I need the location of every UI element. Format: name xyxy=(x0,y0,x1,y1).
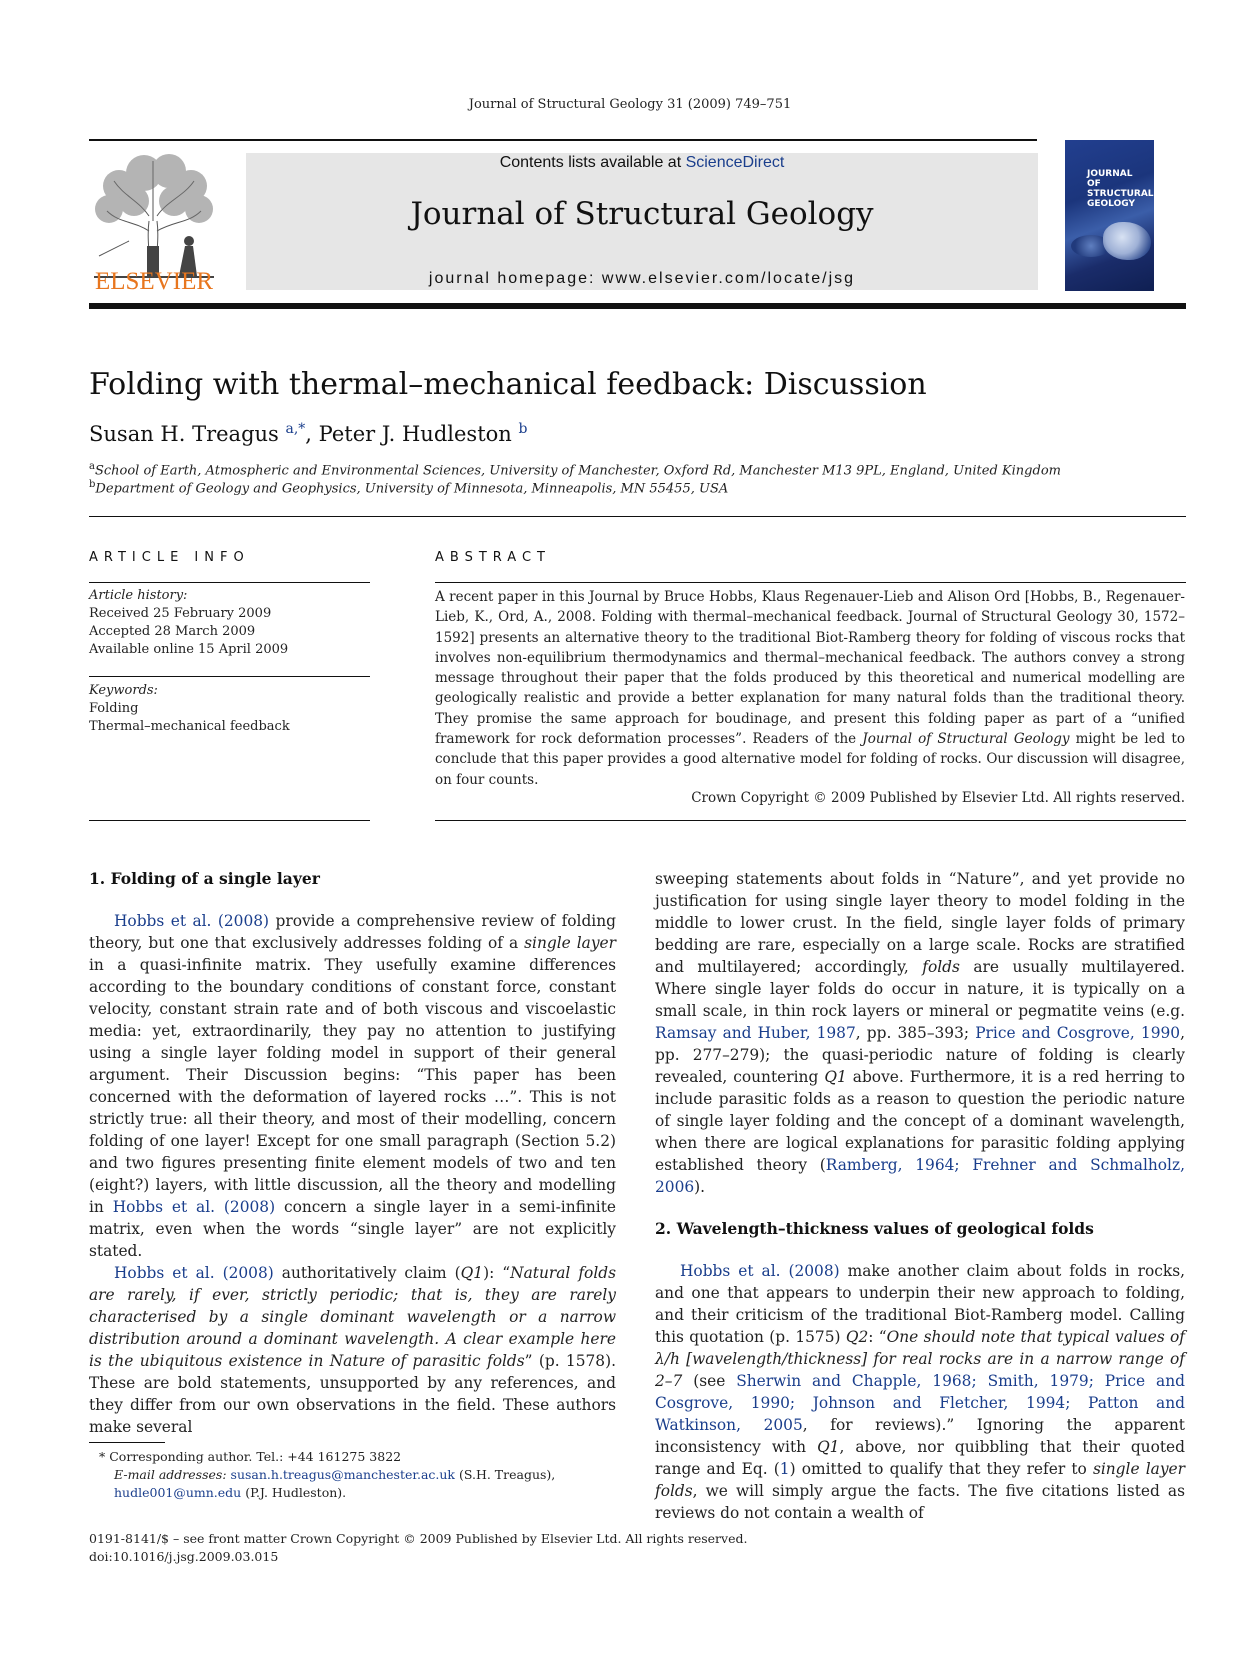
author-1-affil-marks[interactable]: a,* xyxy=(285,421,306,437)
p3-italic: folds xyxy=(922,958,960,976)
p4-text-e: , above, nor quibbling that their quoted range and Eq. ( xyxy=(655,1438,1185,1478)
cover-title: JOURNAL OF STRUCTURAL GEOLOGY xyxy=(1087,169,1154,209)
p1-text-b: in a quasi-infinite matrix. They usefully examine differences according to the boundary conditions of constant force, constant velocity, constant strain rate and of both viscous and viscoelastic media: yet, extraordinarily, they pay no attention to justifying using a single layer folding model in support of their general argument. Their Discussion begins: “This paper has been concerned with the deformation of layered rocks …”. This is not strictly true: all their theory, and most of their modelling, concern folding of one layer! Except for one small paragraph (Section 5.2) and two figures presenting finite element models of two and ten (eight?) layers, with little discussion, all the theory and modelling in xyxy=(89,956,616,1216)
author-separator: , xyxy=(305,422,319,446)
abstract-text-2: might be led to conclude that this paper provides a good alternative model for folding of rocks. Our discussion will disagree, on four counts. xyxy=(435,731,1185,788)
p2-q1: Q1 xyxy=(460,1264,484,1282)
article-title: Folding with thermal–mechanical feedback: Discussion xyxy=(89,367,927,402)
left-column xyxy=(89,868,616,1438)
info-rule-3 xyxy=(89,820,370,821)
p1-text-c: concern a single layer in a semi-infinite matrix, even when the words “single layer” are not explicitly stated. xyxy=(89,1198,616,1260)
header-thick-rule xyxy=(89,303,1186,309)
keyword-2: Thermal–mechanical feedback xyxy=(89,719,290,734)
citation-link[interactable]: Ramberg, 1964; Frehner and Schmalholz, 2006 xyxy=(655,1156,1185,1196)
author-2: Peter J. Hudleston xyxy=(318,422,512,446)
doi-line[interactable]: doi:10.1016/j.jsg.2009.03.015 xyxy=(89,1549,279,1564)
article-history xyxy=(89,587,288,659)
citation-link[interactable]: Hobbs et al. (2008) xyxy=(114,1264,274,1282)
p4-text-a: make another claim about folds in rocks, and one that appears to underpin their new approach to folding, and their criticism of the traditional Biot-Ramberg model. Calling this quotation (p. 1575) xyxy=(655,1262,1185,1346)
email-line xyxy=(89,1466,619,1502)
elsevier-wordmark: ELSEVIER xyxy=(94,268,214,295)
p4-text-d: , for reviews).” Ignoring the apparent inconsistency with xyxy=(655,1416,1185,1456)
email-link[interactable]: hudle001@umn.edu xyxy=(114,1485,242,1500)
journal-homepage[interactable]: journal homepage: www.elsevier.com/locate/jsg xyxy=(428,270,856,287)
journal-name: Journal of Structural Geology xyxy=(410,196,874,232)
abstract-heading: ABSTRACT xyxy=(435,550,551,565)
p4-italic: single layer folds xyxy=(655,1460,1185,1500)
abstract-rule-2 xyxy=(435,820,1186,821)
email-link[interactable]: susan.h.treagus@manchester.ac.uk xyxy=(230,1467,455,1482)
p3-text-b: are usually multilayered. Where single layer folds do occur in nature, it is typically on a small scale, in thin rock layers or mineral or pegmatite veins (e.g. xyxy=(655,958,1185,1020)
received-date: Received 25 February 2009 xyxy=(89,606,272,621)
author-2-affil-mark[interactable]: b xyxy=(518,421,528,437)
abstract-journal-italic: Journal of Structural Geology xyxy=(862,731,1070,748)
footnote-rule xyxy=(89,1442,165,1443)
p4-italic-quote: One should note that typical values of λ/h [wavelength/thickness] for real rocks are in a narrow range of 2–7 xyxy=(655,1328,1186,1390)
keywords-label: Keywords: xyxy=(89,683,158,698)
article-info-heading: ARTICLE INFO xyxy=(89,550,250,565)
p1-italic: single layer xyxy=(524,934,616,952)
p4-text-g: , we will simply argue the facts. The five citations listed as reviews do not contain a wealth of xyxy=(655,1482,1185,1522)
p3-text-d: , pp. 277–279); the quasi-periodic nature of folding is clearly revealed, countering xyxy=(655,1024,1185,1086)
info-rule-2 xyxy=(89,676,370,677)
keyword-1: Folding xyxy=(89,701,139,716)
journal-cover-image xyxy=(1065,140,1154,291)
p3-text-e: above. Furthermore, it is a red herring to include parasitic folds as a reason to question the periodic nature of single layer folding and the concept of a dominant wavelength, when there are logical explanations for parasitic folding applying established theory ( xyxy=(655,1068,1185,1174)
footnote-mark: * xyxy=(99,1449,106,1464)
author-1: Susan H. Treagus xyxy=(89,422,279,446)
equation-link[interactable]: 1 xyxy=(779,1460,790,1478)
right-column xyxy=(655,868,1185,1524)
corresponding-text: Corresponding author. Tel.: +44 161275 3822 xyxy=(105,1449,402,1464)
email2-who: (P.J. Hudleston). xyxy=(241,1485,347,1500)
sciencedirect-link[interactable]: ScienceDirect xyxy=(685,154,785,171)
p3-text-a: sweeping statements about folds in “Nature”, and yet provide no justification for using single layer theory to model folding in the middle to lower crust. In the field, single layer folds of primary bedding are rare, especially on a large scale. Rocks are stratified and multilayered; accordingly, xyxy=(655,870,1185,976)
contents-line xyxy=(246,154,1038,172)
abstract-body xyxy=(435,587,1185,790)
journal-citation: Journal of Structural Geology 31 (2009) 749–751 xyxy=(468,97,792,112)
p3-text-f: ). xyxy=(694,1178,706,1196)
citation-link[interactable]: Ramsay and Huber, 1987 xyxy=(655,1024,856,1042)
online-date: Available online 15 April 2009 xyxy=(89,642,289,657)
p4-text-b: : “ xyxy=(868,1328,887,1346)
issn-line: 0191-8141/$ – see front matter Crown Copyright © 2009 Published by Elsevier Ltd. All rights reserved. xyxy=(89,1531,748,1546)
p4-q2: Q2 xyxy=(845,1328,869,1346)
p4-text-c: (see xyxy=(682,1372,737,1390)
citation-link[interactable]: Hobbs et al. (2008) xyxy=(680,1262,840,1280)
p3-q1: Q1 xyxy=(824,1068,847,1086)
p4-q1: Q1 xyxy=(817,1438,840,1456)
email1-who: (S.H. Treagus), xyxy=(455,1467,556,1482)
affil-a-mark: a xyxy=(89,461,95,472)
affil-b-text: Department of Geology and Geophysics, University of Minnesota, Minneapolis, MN 55455, USA xyxy=(95,481,729,497)
email-label: E-mail addresses: xyxy=(114,1467,227,1482)
paragraph-3 xyxy=(655,868,1185,1198)
abstract-copyright: Crown Copyright © 2009 Published by Elsevier Ltd. All rights reserved. xyxy=(691,790,1185,806)
affil-rule xyxy=(89,516,1186,517)
citation-link[interactable]: Hobbs et al. (2008) xyxy=(114,912,270,930)
citation-link[interactable]: Hobbs et al. (2008) xyxy=(112,1198,276,1216)
corresponding-author xyxy=(89,1448,619,1466)
header-top-rule xyxy=(89,139,1037,141)
paragraph-2 xyxy=(89,1262,616,1438)
p3-text-c: , pp. 385–393; xyxy=(855,1024,976,1042)
p2-text-a: authoritatively claim ( xyxy=(273,1264,461,1282)
info-rule-1 xyxy=(89,582,370,583)
p1-text-a: provide a comprehensive review of folding theory, but one that exclusively addresses folding of a xyxy=(89,912,616,952)
affil-b-mark: b xyxy=(89,479,96,490)
p4-text-f: ) omitted to qualify that they refer to xyxy=(789,1460,1093,1478)
history-label: Article history: xyxy=(89,588,188,603)
footnote xyxy=(89,1448,619,1502)
paragraph-4 xyxy=(655,1260,1185,1524)
contents-prefix: Contents lists available at xyxy=(499,154,686,171)
section-1-heading: 1. Folding of a single layer xyxy=(89,869,320,888)
citation-link[interactable]: Price and Cosgrove, 1990 xyxy=(975,1024,1181,1042)
abstract-rule-1 xyxy=(435,582,1186,583)
affiliation-b xyxy=(89,479,728,496)
p2-italic-quote: Natural folds are rarely, if ever, strictly periodic; that is, they are rarely characterised by a single dominant wavelength or a narrow distribution around a dominant wavelength. A clear example here is the ubiquitous existence in Nature of parasitic folds xyxy=(89,1264,616,1370)
author-line xyxy=(89,421,527,446)
paragraph-1 xyxy=(89,910,616,1262)
section-2-heading: 2. Wavelength–thickness values of geological folds xyxy=(655,1219,1094,1238)
p2-text-c: ” (p. 1578). These are bold statements, unsupported by any references, and they differ from our own observations in the field. These authors make several xyxy=(89,1352,616,1436)
affiliation-a xyxy=(89,461,1061,478)
abstract-text-1: A recent paper in this Journal by Bruce Hobbs, Klaus Regenauer-Lieb and Alison Ord [Hobbs, B., Regenauer-Lieb, K., Ord, A., 2008. Folding with thermal–mechanical feedback. Journal of Structural Geology 30, 1572–1592] presents an alternative theory to the traditional Biot-Ramberg theory for folding of viscous rocks that involves non-equilibrium thermodynamics and thermal–mechanical feedback. The authors convey a strong message throughout their paper that the folds produced by this theoretical and numerical modelling are geologically realistic and provide a better explanation for many natural folds than the traditional theory. They promise the same approach for boudinage, and present this folding paper as part of a “unified framework for rock deformation processes”. Readers of the xyxy=(435,589,1185,748)
accepted-date: Accepted 28 March 2009 xyxy=(89,624,256,639)
citation-link[interactable]: Sherwin and Chapple, 1968; Smith, 1979; Price and Cosgrove, 1990; Johnson and Fletcher, 1994; Patton and Watkinson, 2005 xyxy=(655,1372,1185,1434)
keywords xyxy=(89,682,290,736)
affil-a-text: School of Earth, Atmospheric and Environmental Sciences, University of Manchester, Oxford Rd, Manchester M13 9PL, England, United Kingdom xyxy=(94,463,1061,479)
p2-text-b: ): “ xyxy=(483,1264,511,1282)
